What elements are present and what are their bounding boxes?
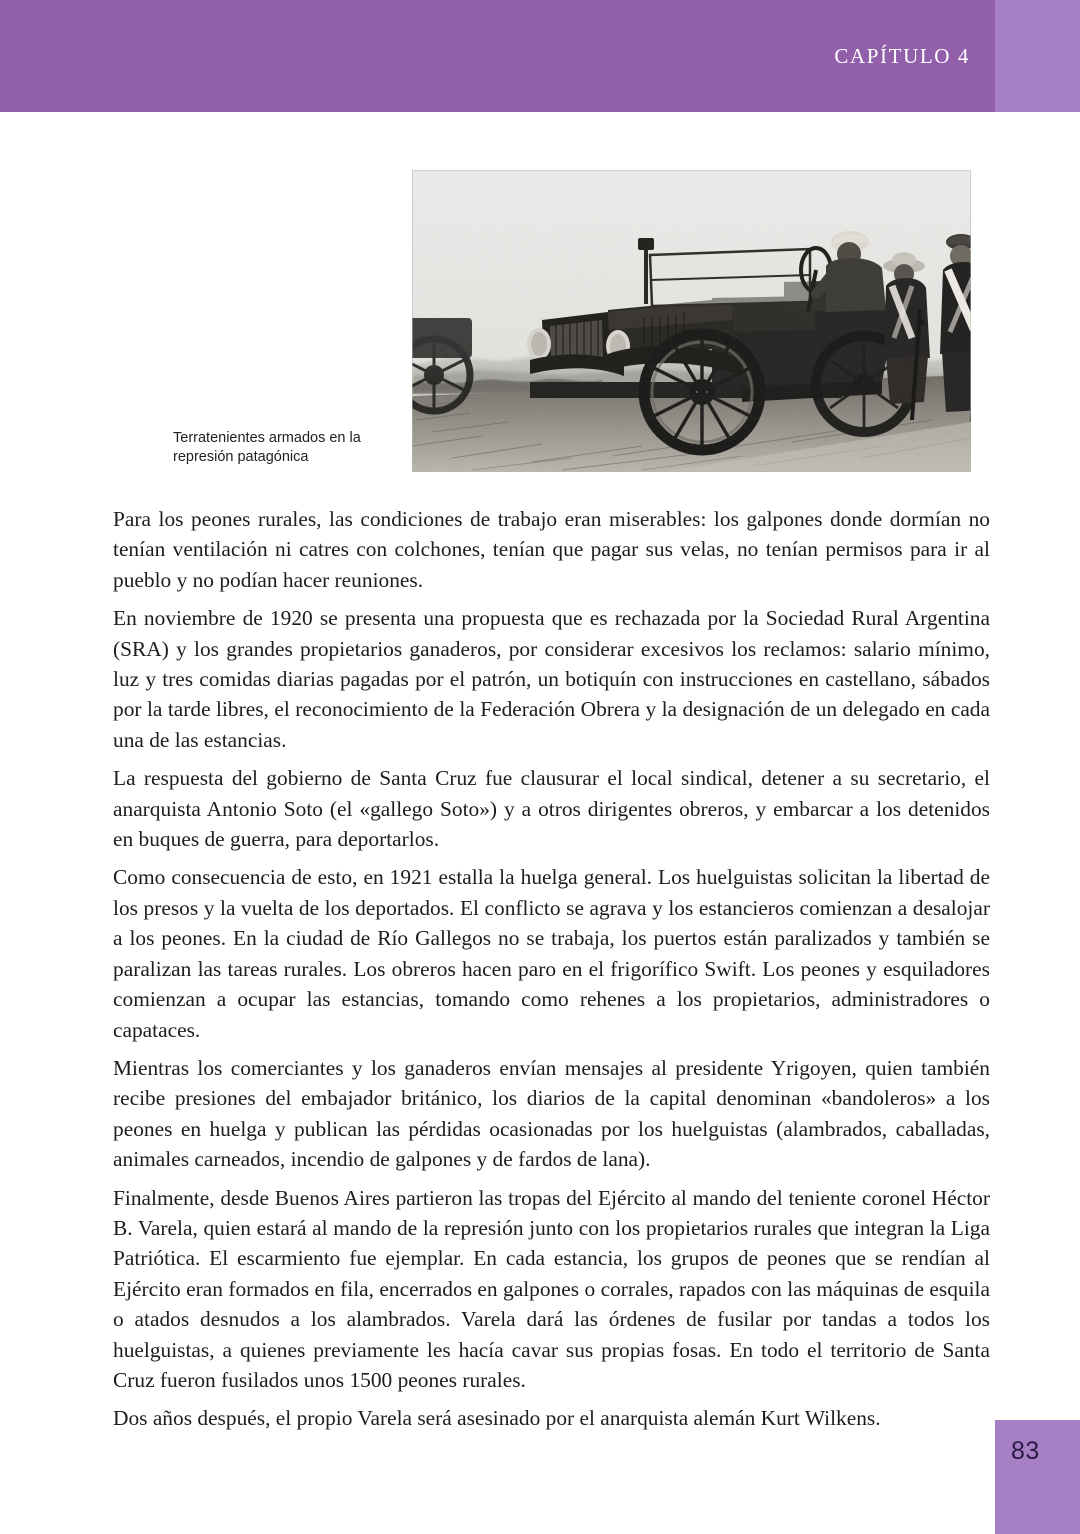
paragraph: Dos años después, el propio Varela será asesinado por el anarquista alemán Kurt Wilkens. xyxy=(113,1406,881,1431)
photograph-image xyxy=(412,170,971,472)
paragraph: Para los peones rurales, las condiciones de trabajo eran miserables: los galpones donde dormían no tenían ventilación ni catres con colchones, tenían que pagar sus velas, no tenían permisos para ir al pueblo y no podían hacer reuniones. xyxy=(113,507,990,592)
paragraph: Mientras los comerciantes y los ganaderos envían mensajes al presidente Yrigoyen, quien también recibe presiones del embajador británico, los diarios de la capital denominan «bandoleros» a los peones en huelga y publican las pérdidas ocasionadas por los huelguistas (alambrados, caballadas, animales carneados, incendio de galpones y de fardos de lana). xyxy=(113,1055,990,1172)
page-number: 83 xyxy=(1011,1437,1040,1465)
paragraph: En noviembre de 1920 se presenta una propuesta que es rechazada por la Sociedad Rural Argentina (SRA) y los grandes propietarios ganaderos, por considerar excesivos los reclamos: salario mínimo, luz y tres comidas diarias pagadas por el patrón, un botiquín con instrucciones en castellano, sábados por la tarde libres, el reconocimiento de la Federación Obrera y la designación de un delegado en cada una de las estancias. xyxy=(113,606,990,752)
figure-photograph xyxy=(412,170,971,472)
paragraph: Finalmente, desde Buenos Aires partieron las tropas del Ejército al mando del teniente coronel Héctor B. Varela, quien estará al mando de la represión junto con los propietarios rurales que integran la Liga Patriótica. El escarmiento fue ejemplar. En cada estancia, los grupos de peones que se rendían al Ejército eran formados en fila, encerrados en galpones o corrales, rapados con las máquinas de esquila o atados desnudos a los alambrados. Varela dará las órdenes de fusilar por tandas a todos los huelguistas, a quienes previamente les hacía cavar sus propias fosas. En todo el territorio de Santa Cruz fueron fusilados unos 1500 peones rurales. xyxy=(113,1185,990,1392)
chapter-label: CAPÍTULO 4 xyxy=(834,44,970,68)
page-header xyxy=(0,0,1080,112)
figure-caption: Terratenientes armados en la represión patagónica xyxy=(173,430,361,465)
paragraph: Como consecuencia de esto, en 1921 estalla la huelga general. Los huelguistas solicitan la libertad de los presos y la vuelta de los deportados. El conflicto se agrava y los estancieros comienzan a desalojar a los peones. En la ciudad de Río Gallegos no se trabaja, los puertos están paralizados y también se paralizan las tareas rurales. Los obreros hacen paro en el frigorífico Swift. Los peones y esquiladores comienzan a ocupar las estancias, tomando como rehenes a los propietarios, administradores o capataces. xyxy=(113,865,990,1042)
article-body xyxy=(113,504,990,1434)
header-band-light xyxy=(995,0,1080,112)
paragraph: La respuesta del gobierno de Santa Cruz fue clausurar el local sindical, detener a su secretario, el anarquista Antonio Soto (el «gallego Soto») y a otros dirigentes obreros, y embarcar a los detenidos en buques de guerra, para deportarlos. xyxy=(113,766,990,852)
